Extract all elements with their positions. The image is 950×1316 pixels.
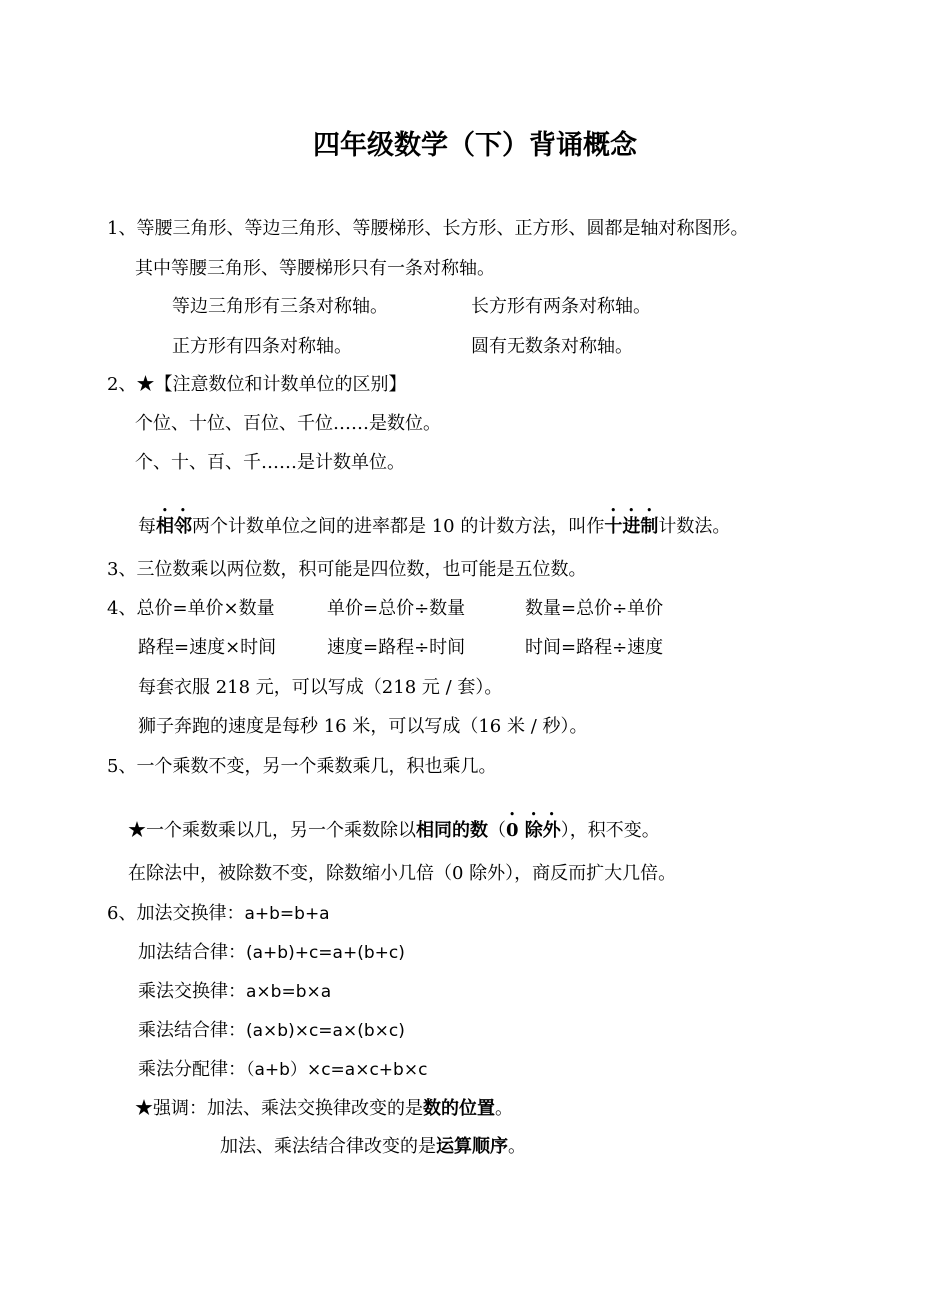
s6-line4 [138,1020,405,1042]
s4-example2: 狮子奔跑的速度是每秒 16 米，可以写成（16 米 / 秒）。 [138,716,588,737]
s2-line3-mid: 两个计数单位之间的进率都是 10 的计数方法，叫作 [192,516,605,537]
s4-formula-distance: 路程=速度×时间 [138,637,277,658]
s2-heading: 2、★【注意数位和计数单位的区别】 [107,374,407,395]
s6-l5-formula: （a+b）×c=a×c+b×c [246,1060,428,1080]
s1-line4a: 正方形有四条对称轴。 [172,336,352,357]
s3-line1: 3、三位数乘以两位数，积可能是四位数，也可能是五位数。 [107,559,587,580]
s5-star-line [128,810,660,842]
s6-note1 [135,1098,513,1120]
s5-line1: 5、一个乘数不变，另一个乘数乘几，积也乘几。 [107,756,497,777]
s5-star-open: （ [488,820,506,841]
s1-line2: 其中等腰三角形、等腰梯形只有一条对称轴。 [135,258,495,279]
emphasis-except-zero: 0 除外 [506,820,561,841]
s6-l3-label: 乘法交换律： [138,981,246,1002]
s2-line3-pre: 每 [138,516,156,537]
s6-note1-post: 。 [495,1098,513,1119]
s4-formula-total: 4、总价=单价×数量 [107,598,275,619]
s2-line2: 个、十、百、千……是计数单位。 [135,452,405,473]
s6-l1-formula: a+b=b+a [244,904,330,924]
s4-formula-quantity: 数量=总价÷单价 [525,598,664,619]
emphasis-decimal: 十进制 [604,516,659,537]
s5-division-line: 在除法中，被除数不变，除数缩小几倍（0 除外），商反而扩大几倍。 [128,863,677,884]
s1-line3a: 等边三角形有三条对称轴。 [172,296,388,317]
emphasis-number-position: 数的位置 [423,1098,495,1119]
s6-l2-formula: (a+b)+c=a+(b+c) [246,943,405,963]
s6-line5 [138,1059,427,1081]
s6-note2-pre: 加法、乘法结合律改变的是 [220,1136,436,1157]
s2-line1: 个位、十位、百位、千位……是数位。 [135,413,441,434]
s6-l2-label: 加法结合律： [138,942,246,963]
s4-formula-speed: 速度=路程÷时间 [327,637,466,658]
s6-l4-label: 乘法结合律： [138,1020,246,1041]
s6-note2-post: 。 [508,1136,526,1157]
s6-l1-label: 6、加法交换律： [107,903,245,924]
s1-line1: 1、等腰三角形、等边三角形、等腰梯形、长方形、正方形、圆都是轴对称图形。 [107,218,749,239]
s5-star-post: ，积不变。 [569,820,660,841]
s6-line3 [138,981,331,1003]
s6-l4-formula: (a×b)×c=a×(b×c) [246,1021,405,1041]
s2-line3-post: 计数法。 [658,516,731,537]
s6-line1 [107,903,330,925]
s4-example1: 每套衣服 218 元，可以写成（218 元 / 套）。 [138,677,503,698]
s4-formula-unit-price: 单价=总价÷数量 [327,598,466,619]
s1-line3b: 长方形有两条对称轴。 [471,296,651,317]
s5-star-close: ） [560,820,570,841]
s6-l3-formula: a×b=b×a [246,982,332,1002]
page-title: 四年级数学（下）背诵概念 [313,130,637,161]
s6-note2 [220,1136,526,1158]
s6-l5-label: 乘法分配律： [138,1059,246,1080]
emphasis-adjacent: 相邻 [156,516,192,537]
s6-line2 [138,942,405,964]
s1-line4b: 圆有无数条对称轴。 [471,336,633,357]
s6-note1-pre: ★强调：加法、乘法交换律改变的是 [135,1098,423,1119]
s2-line3 [138,506,730,538]
emphasis-operation-order: 运算顺序 [436,1136,508,1157]
s5-star-pre: ★一个乘数乘以几，另一个乘数除以 [128,820,416,841]
s4-formula-time: 时间=路程÷速度 [525,637,664,658]
emphasis-same-number: 相同的数 [416,820,488,841]
